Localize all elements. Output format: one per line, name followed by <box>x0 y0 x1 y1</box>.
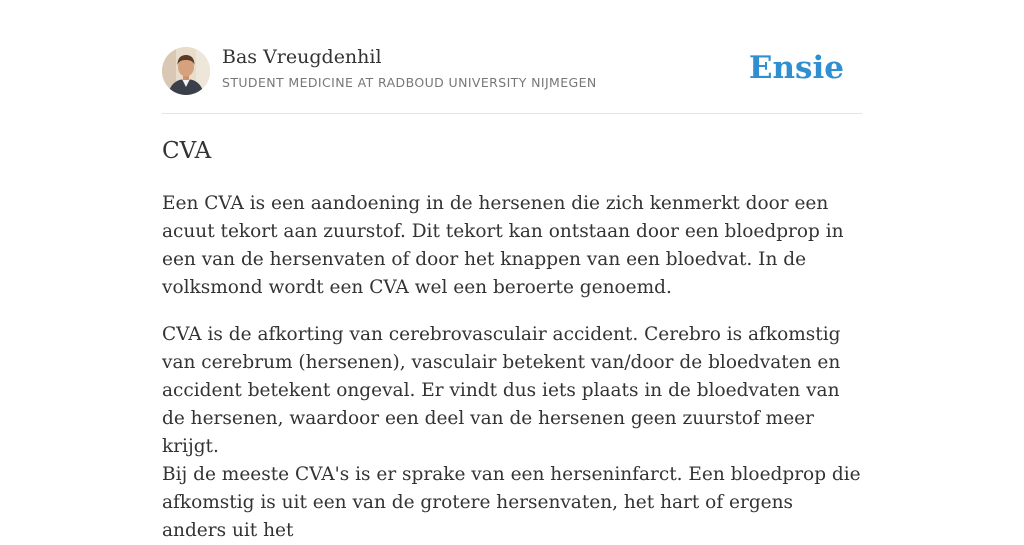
author-name[interactable]: Bas Vreugdenhil <box>222 46 382 68</box>
article-paragraph-1: Een CVA is een aandoening in de hersenen die zich kenmerkt door een acuut tekort aan zuurstof. Dit tekort kan ontstaan door een bloedprop in een van de hersenvaten of door het knappen van een bloedvat. In de volksmond wordt een CVA wel een beroerte genoemd. <box>162 193 844 298</box>
author-header <box>162 0 862 114</box>
article-paragraph-2: CVA is de afkorting van cerebrovasculair accident. Cerebro is afkomstig van cerebrum (hersenen), vasculair betekent van/door de bloedvaten en accident betekent ongeval. Er vindt dus iets plaats in de bloedvaten van de hersenen, waardoor een deel van de hersenen geen zuurstof meer krijgt. <box>162 324 841 457</box>
author-subtitle: STUDENT MEDICINE AT RADBOUD UNIVERSITY NIJMEGEN <box>222 75 597 90</box>
article-paragraph-3: Bij de meeste CVA's is er sprake van een herseninfarct. Een bloedprop die afkomstig is uit een van de grotere hersenvaten, het hart of ergens anders uit het <box>162 464 861 541</box>
avatar[interactable] <box>162 47 210 95</box>
article-page <box>162 0 862 541</box>
article-title: CVA <box>162 138 212 164</box>
avatar-portrait-image <box>162 47 210 95</box>
ensie-logo[interactable]: Ensie <box>748 50 844 86</box>
